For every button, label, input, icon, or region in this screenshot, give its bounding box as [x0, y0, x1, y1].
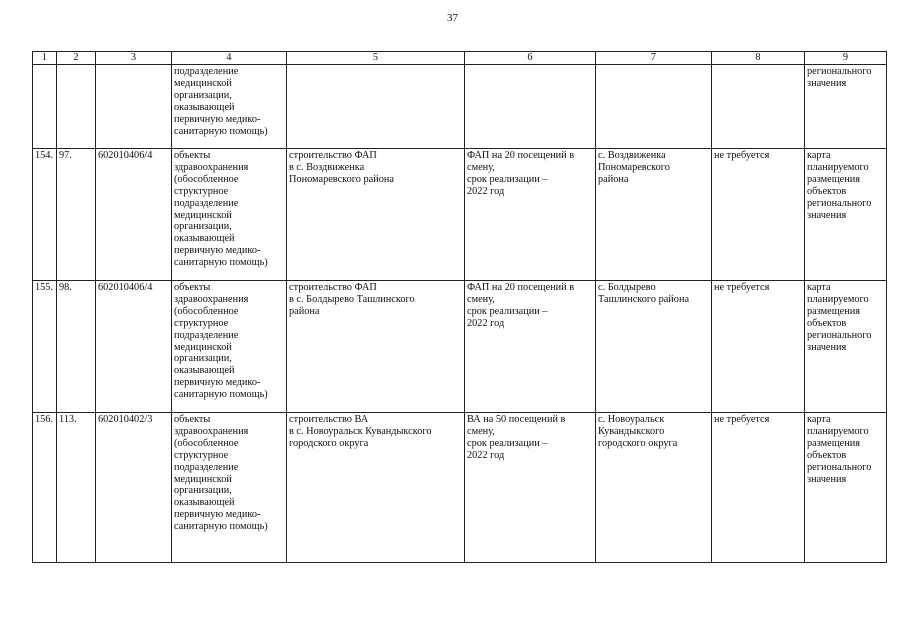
table-row — [33, 281, 887, 413]
cell-location-text: с. Новоуральск Кувандыкского городского округа — [598, 414, 678, 449]
cell-characteristics — [465, 149, 596, 281]
header-cell-9: 9 — [805, 52, 887, 65]
cell-location-text: с. Воздвиженка Пономаревского района — [598, 150, 670, 185]
cell-type-text: подразделение медицинской организации, оказывающей первичную медико- санитарную помощь) — [174, 66, 268, 137]
cell-code: 602010406/4 — [96, 281, 172, 413]
cell-map — [805, 149, 887, 281]
cell-location — [596, 281, 712, 413]
header-cell-6: 6 — [465, 52, 596, 65]
cell-num: 113. — [57, 413, 96, 563]
cell-n: 155. — [33, 281, 57, 413]
cell-purpose — [287, 149, 465, 281]
cell-type-text: объекты здравоохранения (обособленное структурное подразделение медицинской организации, оказывающей первичную медико- санитарную помощь) — [174, 282, 268, 401]
header-cell-3: 3 — [96, 52, 172, 65]
header-cell-7: 7 — [596, 52, 712, 65]
cell-location — [596, 65, 712, 149]
header-cell-8: 8 — [712, 52, 805, 65]
cell-location — [596, 149, 712, 281]
cell-type — [172, 281, 287, 413]
header-cell-2: 2 — [57, 52, 96, 65]
cell-n: 154. — [33, 149, 57, 281]
cell-map — [805, 65, 887, 149]
table-row — [33, 149, 887, 281]
cell-zones: не требуется — [712, 281, 805, 413]
table-row — [33, 413, 887, 563]
cell-code — [96, 65, 172, 149]
cell-num: 98. — [57, 281, 96, 413]
table-row-continuation — [33, 65, 887, 149]
cell-characteristics — [465, 281, 596, 413]
table-header-row — [33, 52, 887, 65]
cell-n — [33, 65, 57, 149]
cell-type — [172, 65, 287, 149]
cell-type-text: объекты здравоохранения (обособленное структурное подразделение медицинской организации, оказывающей первичную медико- санитарную помощь) — [174, 150, 268, 269]
cell-characteristics-text: ФАП на 20 посещений в смену, срок реализации – 2022 год — [467, 150, 575, 197]
cell-num: 97. — [57, 149, 96, 281]
cell-location-text: с. Болдырево Ташлинского района — [598, 282, 690, 305]
objects-table — [32, 51, 887, 563]
cell-zones: не требуется — [712, 149, 805, 281]
cell-characteristics-text: ВА на 50 посещений в смену, срок реализации – 2022 год — [467, 414, 566, 461]
cell-type — [172, 149, 287, 281]
header-cell-5: 5 — [287, 52, 465, 65]
cell-purpose — [287, 65, 465, 149]
cell-n: 156. — [33, 413, 57, 563]
cell-purpose — [287, 281, 465, 413]
cell-num — [57, 65, 96, 149]
cell-type — [172, 413, 287, 563]
cell-characteristics-text: ФАП на 20 посещений в смену, срок реализации – 2022 год — [467, 282, 575, 329]
cell-map-text: карта планируемого размещения объектов регионального значения — [807, 414, 872, 485]
header-cell-4: 4 — [172, 52, 287, 65]
cell-map — [805, 413, 887, 563]
cell-purpose — [287, 413, 465, 563]
cell-purpose-text: строительство ФАП в с. Болдырево Ташлинского района — [289, 282, 415, 317]
cell-code: 602010406/4 — [96, 149, 172, 281]
cell-map-text: регионального значения — [807, 66, 872, 89]
cell-zones: не требуется — [712, 413, 805, 563]
cell-purpose-text: строительство ФАП в с. Воздвиженка Пономаревского района — [289, 150, 394, 185]
cell-zones — [712, 65, 805, 149]
cell-characteristics — [465, 65, 596, 149]
cell-code: 602010402/3 — [96, 413, 172, 563]
cell-characteristics — [465, 413, 596, 563]
cell-map-text: карта планируемого размещения объектов регионального значения — [807, 150, 872, 221]
cell-map — [805, 281, 887, 413]
page-number: 37 — [447, 12, 458, 24]
cell-location — [596, 413, 712, 563]
cell-type-text: объекты здравоохранения (обособленное структурное подразделение медицинской организации, оказывающей первичную медико- санитарную помощь) — [174, 414, 268, 533]
header-cell-1: 1 — [33, 52, 57, 65]
cell-map-text: карта планируемого размещения объектов регионального значения — [807, 282, 872, 353]
cell-purpose-text: строительство ВА в с. Новоуральск Кувандыкского городского округа — [289, 414, 432, 449]
